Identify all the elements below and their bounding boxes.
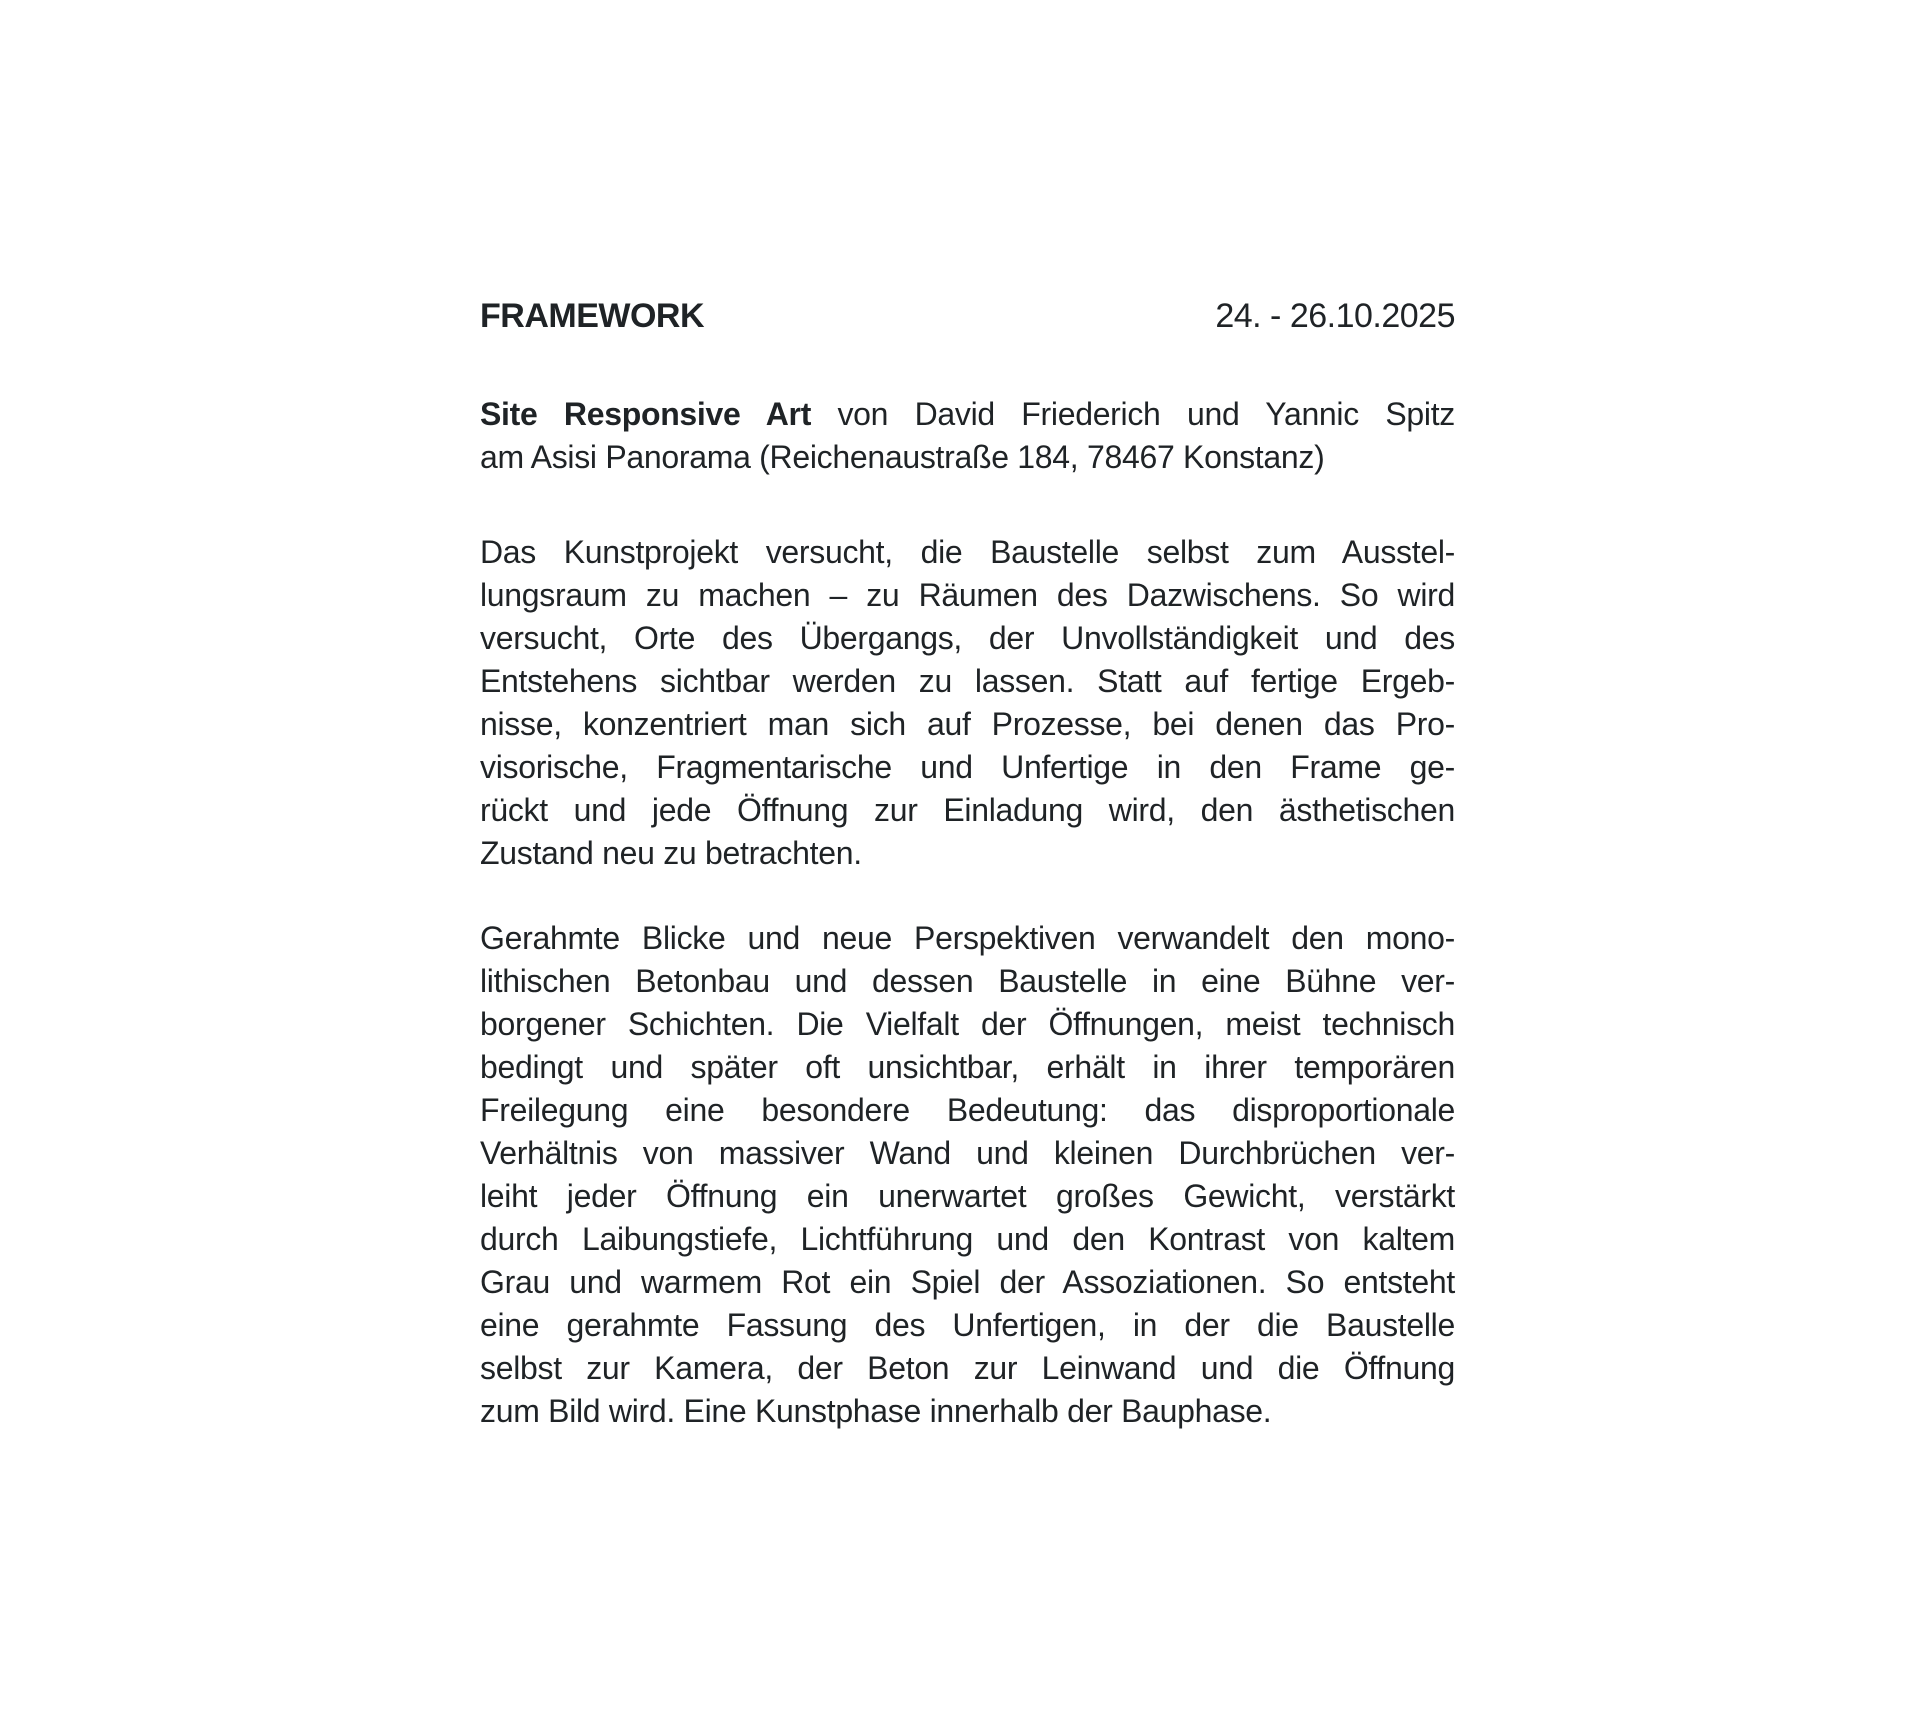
paragraph-line: Gerahmte Blicke und neue Perspektiven verwandelt den mono-: [480, 920, 1455, 956]
subtitle-bold: Site Responsive Art: [480, 396, 812, 432]
paragraph-line: Zustand neu zu betrachten.: [480, 835, 862, 871]
paragraph-2: [480, 917, 1455, 1433]
subtitle-line-2: am Asisi Panorama (Reichenaustraße 184, 78467 Konstanz): [480, 439, 1325, 475]
paragraph-line: zum Bild wird. Eine Kunstphase innerhalb der Bauphase.: [480, 1393, 1272, 1429]
paragraph-1: [480, 531, 1455, 875]
paragraph-line: Das Kunstprojekt versucht, die Baustelle selbst zum Ausstel-: [480, 534, 1455, 570]
event-date: 24. - 26.10.2025: [1215, 297, 1455, 335]
paragraph-line: selbst zur Kamera, der Beton zur Leinwand und die Öffnung: [480, 1350, 1455, 1386]
paragraph-line: Entstehens sichtbar werden zu lassen. Statt auf fertige Ergeb-: [480, 663, 1455, 699]
paragraph-line: Freilegung eine besondere Bedeutung: das disproportionale: [480, 1092, 1455, 1128]
page-title: FRAMEWORK: [480, 297, 705, 335]
subtitle-rest: von David Friederich und Yannic Spitz: [811, 396, 1455, 432]
subtitle: [480, 393, 1455, 479]
paragraph-line: leiht jeder Öffnung ein unerwartet großes Gewicht, verstärkt: [480, 1178, 1455, 1214]
paragraph-line: bedingt und später oft unsichtbar, erhält in ihrer temporären: [480, 1049, 1455, 1085]
paragraph-line: visorische, Fragmentarische und Unfertige in den Frame ge-: [480, 749, 1455, 785]
paragraph-line: eine gerahmte Fassung des Unfertigen, in der die Baustelle: [480, 1307, 1455, 1343]
paragraph-line: durch Laibungstiefe, Lichtführung und den Kontrast von kaltem: [480, 1221, 1455, 1257]
paragraph-line: borgener Schichten. Die Vielfalt der Öffnungen, meist technisch: [480, 1006, 1455, 1042]
paragraph-line: lithischen Betonbau und dessen Baustelle in eine Bühne ver-: [480, 963, 1455, 999]
paragraph-line: Verhältnis von massiver Wand und kleinen Durchbrüchen ver-: [480, 1135, 1455, 1171]
paragraph-line: nisse, konzentriert man sich auf Prozesse, bei denen das Pro-: [480, 706, 1455, 742]
paragraph-line: lungsraum zu machen – zu Räumen des Dazwischens. So wird: [480, 577, 1455, 613]
paragraph-line: rückt und jede Öffnung zur Einladung wird, den ästhetischen: [480, 792, 1455, 828]
paragraph-line: Grau und warmem Rot ein Spiel der Assoziationen. So entsteht: [480, 1264, 1455, 1300]
paragraph-line: versucht, Orte des Übergangs, der Unvollständigkeit und des: [480, 620, 1455, 656]
subtitle-line-1: [480, 393, 1455, 436]
header: [480, 296, 1455, 336]
